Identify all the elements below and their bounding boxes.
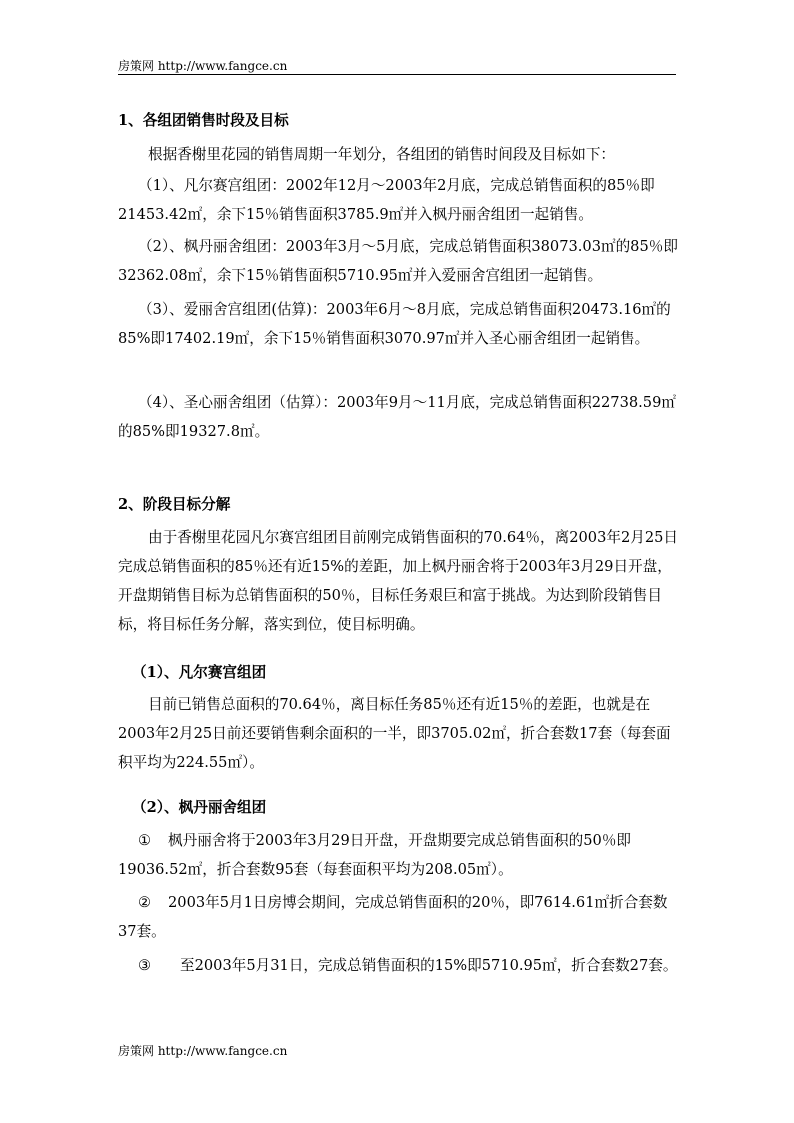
- section2-intro: 由于香榭里花园凡尔赛宫组团目前刚完成销售面积的70.64％，离2003年2月25日完成总销售面积的85％还有近15%的差距，加上枫丹丽舍将于2003年3月29日开盘，开盘期销售目标为总销售面积的50％，目标任务艰巨和富于挑战。为达到阶段销售目标，将目标任务分解，落实到位，使目标明确。: [118, 529, 678, 633]
- item-number: ③: [138, 957, 152, 974]
- section1-item3: （3）、爱丽舍宫组团(估算)：2003年6月～8月底，完成总销售面积20473.16㎡的85%即17402.19㎡，余下15％销售面积3070.97㎡并入圣心丽舍组团一起销售。: [118, 301, 671, 347]
- subsection1-title: （1）、凡尔赛宫组团: [132, 664, 267, 681]
- subsection2-item2: [118, 888, 678, 946]
- section1-title: 1、各组团销售时段及目标: [118, 112, 289, 129]
- item-text: 至2003年5月31日，完成总销售面积的15%即5710.95㎡，折合套数27套。: [180, 957, 678, 974]
- section1-item4: （4）、圣心丽舍组团（估算）：2003年9月～11月底，完成总销售面积22738.59㎡的85%即19327.8㎡。: [118, 394, 676, 440]
- subsection2-item1: [118, 826, 678, 884]
- section1-intro: 根据香榭里花园的销售周期一年划分，各组团的销售时间段及目标如下：: [148, 146, 616, 163]
- item-number: ②: [138, 894, 152, 911]
- item-text: 枫丹丽舍将于2003年3月29日开盘，开盘期要完成总销售面积的50％即19036.52㎡，折合套数95套（每套面积平均为208.05㎡）。: [118, 832, 632, 878]
- subsection1-text: 目前已销售总面积的70.64％，离目标任务85％还有近15％的差距，也就是在2003年2月25日前还要销售剩余面积的一半，即3705.02㎡，折合套数17套（每套面积平均为224.55㎡）。: [118, 696, 671, 771]
- page-footer: 房策网 http://www.fangce.cn: [118, 1044, 288, 1058]
- item-number: ①: [138, 832, 152, 849]
- section1-item1: （1）、凡尔赛宫组团：2002年12月～2003年2月底，完成总销售面积的85％即21453.42㎡，余下15％销售面积3785.9㎡并入枫丹丽舍组团一起销售。: [118, 177, 655, 223]
- header-divider: [118, 74, 676, 75]
- item-text: 2003年5月1日房博会期间，完成总销售面积的20％，即7614.61㎡折合套数37套。: [118, 894, 668, 940]
- page-header: 房策网 http://www.fangce.cn: [118, 59, 288, 73]
- subsection2-item3: [118, 951, 678, 980]
- subsection2-title: （2）、枫丹丽舍组团: [132, 799, 267, 816]
- section1-item2: （2）、枫丹丽舍组团：2003年3月～5月底，完成总销售面积38073.03㎡的85％即32362.08㎡，余下15％销售面积5710.95㎡并入爱丽舍宫组团一起销售。: [118, 238, 678, 284]
- section2-title: 2、阶段目标分解: [118, 496, 231, 513]
